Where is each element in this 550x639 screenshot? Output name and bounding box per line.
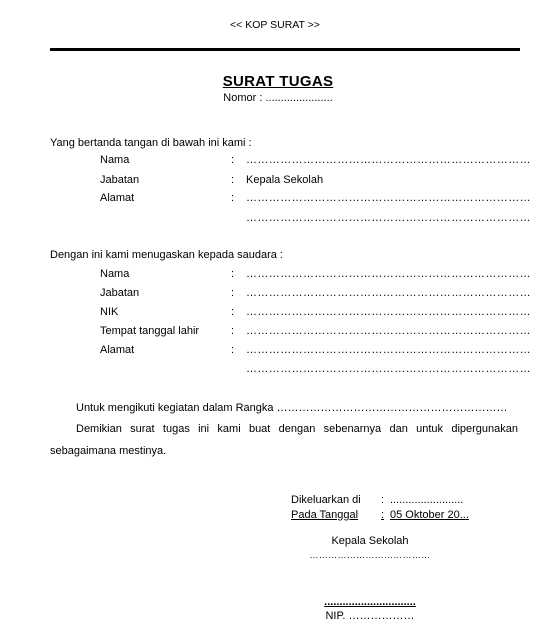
date-value: 05 Oktober 20... — [390, 509, 469, 521]
section2-colon: : — [231, 268, 235, 280]
signer-nip: NIP. ……………… — [325, 610, 415, 622]
section2-value-alamat: ………………………………………………………………… — [246, 344, 531, 356]
section2-colon: : — [231, 344, 235, 356]
date-colon: : — [381, 509, 385, 521]
section1-value-alamat-cont: ………………………………………………………………… — [246, 212, 531, 224]
section2-value-nama: ………………………………………………………………… — [246, 268, 531, 280]
section2-intro: Dengan ini kami menugaskan kepada saudara : — [50, 249, 283, 261]
section2-value-alamat-cont: ………………………………………………………………… — [246, 363, 531, 375]
header-rule — [50, 48, 520, 51]
section1-colon: : — [231, 174, 235, 186]
signer-title-dots: ………………………………… — [309, 550, 431, 560]
section2-colon: : — [231, 287, 235, 299]
date-label: Pada Tanggal — [291, 509, 359, 521]
section1-label-nama: Nama — [100, 154, 130, 166]
section1-label-jabatan: Jabatan — [100, 174, 140, 186]
section2-label-alamat: Alamat — [100, 344, 135, 356]
section1-colon: : — [231, 154, 235, 166]
document-title: SURAT TUGAS — [222, 73, 334, 90]
section2-colon: : — [231, 325, 235, 337]
signer-name-dots: .............................. — [324, 596, 416, 608]
section1-value-alamat: ………………………………………………………………… — [246, 192, 531, 204]
section2-colon: : — [231, 306, 235, 318]
section2-value-ttl: ………………………………………………………………… — [246, 325, 531, 337]
issued-at-colon: : — [381, 494, 385, 506]
issued-at-label: Dikeluarkan di — [291, 494, 361, 506]
section1-value-jabatan: Kepala Sekolah — [246, 174, 324, 186]
section2-label-jabatan: Jabatan — [100, 287, 140, 299]
section2-label-ttl: Tempat tanggal lahir — [100, 325, 200, 337]
kop-surat-placeholder: << KOP SURAT >> — [230, 19, 320, 31]
section2-label-nik: NIK — [100, 306, 119, 318]
closing-paragraph: Demikian surat tugas ini kami buat dengan sebenarnya dan untuk dipergunakan sebagaimana mestinya. — [50, 423, 518, 457]
section2-value-jabatan: ………………………………………………………………… — [246, 287, 531, 299]
section1-intro: Yang bertanda tangan di bawah ini kami : — [50, 137, 252, 149]
section2-label-nama: Nama — [100, 268, 130, 280]
section1-value-nama: ………………………………………………………………… — [246, 154, 531, 166]
section2-value-nik: ………………………………………………………………… — [246, 306, 531, 318]
document-number: Nomor : ...................... — [223, 92, 333, 104]
section1-colon: : — [231, 192, 235, 204]
issued-at-value: ........................ — [390, 494, 464, 506]
kegiatan-line: Untuk mengikuti kegiatan dalam Rangka ……………………………………………………… — [76, 402, 508, 414]
signer-title: Kepala Sekolah — [331, 535, 409, 547]
section1-label-alamat: Alamat — [100, 192, 135, 204]
